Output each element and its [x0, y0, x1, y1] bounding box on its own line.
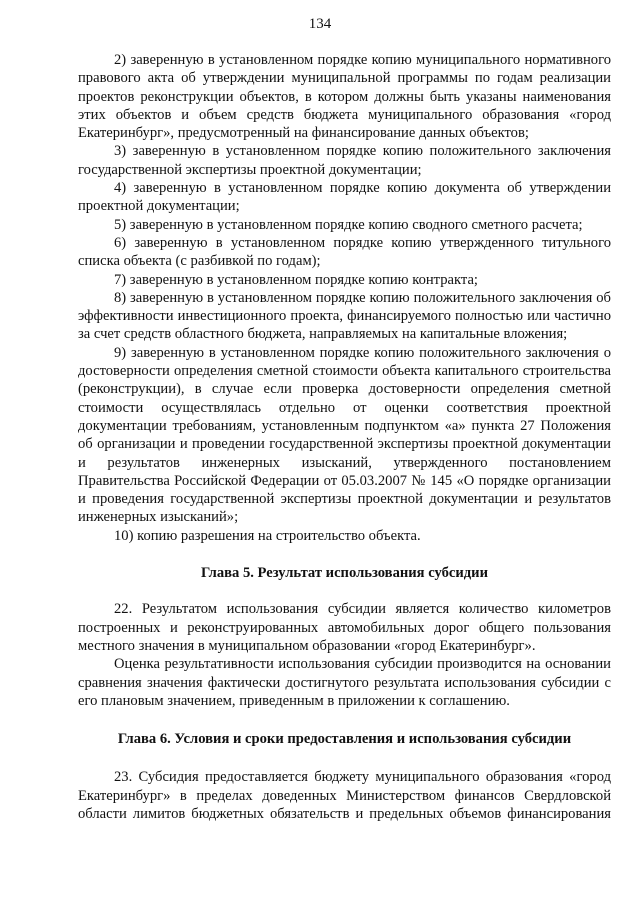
list-item-5: 5) заверенную в установленном порядке копию сводного сметного расчета; — [114, 216, 583, 233]
list-item-8: 8) заверенную в установленном порядке копию положительного заключения об эффективности инвестиционного проекта, финансируемого полностью или частично за счет средств областного бюджета, направляемых на капитальные вложения; — [78, 289, 611, 343]
chapter-5-title: Глава 5. Результат использования субсидии — [201, 565, 488, 582]
list-item-6: 6) заверенную в установленном порядке копию утвержденного титульного списка объекта (с разбивкой по годам); — [78, 234, 611, 270]
list-item-9: 9) заверенную в установленном порядке копию положительного заключения о достоверности определения сметной стоимости объекта капитального строительства (реконструкции), в случае если проверка достоверности определения сметной стоимости осуществлялась отдельно от оценки соответствия проектной документации требованиям, установленным подпунктом «а» пункта 27 Положения об организации и проведении государственной экспертизы проектной документации и результатов инженерных изысканий, утвержденного постановлением Правительства Российской Федерации от 05.03.2007 № 145 «О порядке организации и проведения государственной экспертизы проектной документации и результатов инженерных изысканий»; — [78, 344, 611, 526]
paragraph-23: 23. Субсидия предоставляется бюджету муниципального образования «город Екатеринбург» в пределах доведенных Министерством финансов Свердловской области лимитов бюджетных обязательств и предельных объемов финансирования — [78, 769, 611, 822]
paragraph-22: 22. Результатом использования субсидии является количество километров построенных и реконструированных автомобильных дорог общего пользования местного значения в муниципальном образовании «город Екатеринбург». — [78, 601, 611, 654]
paragraph-assessment: Оценка результативности использования субсидии производится на основании сравнения значения фактически достигнутого результата использования субсидии с его плановым значением, приведенным в приложении к соглашению. — [78, 656, 611, 709]
list-item-2: 2) заверенную в установленном порядке копию муниципального нормативного правового акта об утверждении муниципальной программы по годам реализации проектов реконструкции объектов, в котором должны быть указаны наименования этих объектов и объем средств бюджета муниципального образования «город Екатеринбург», предусмотренный на финансирование данных объектов; — [78, 52, 611, 142]
list-item-10: 10) копию разрешения на строительство объекта. — [114, 527, 421, 544]
document-body — [78, 51, 611, 823]
chapter-6-title: Глава 6. Условия и сроки предоставления и использования субсидии — [117, 731, 572, 748]
list-item-3: 3) заверенную в установленном порядке копию положительного заключения государственной экспертизы проектной документации; — [78, 143, 611, 178]
list-item-7: 7) заверенную в установленном порядке копию контракта; — [114, 271, 478, 288]
list-item-4: 4) заверенную в установленном порядке копию документа об утверждении проектной документации; — [78, 180, 611, 215]
page-number: 134 — [308, 16, 332, 32]
